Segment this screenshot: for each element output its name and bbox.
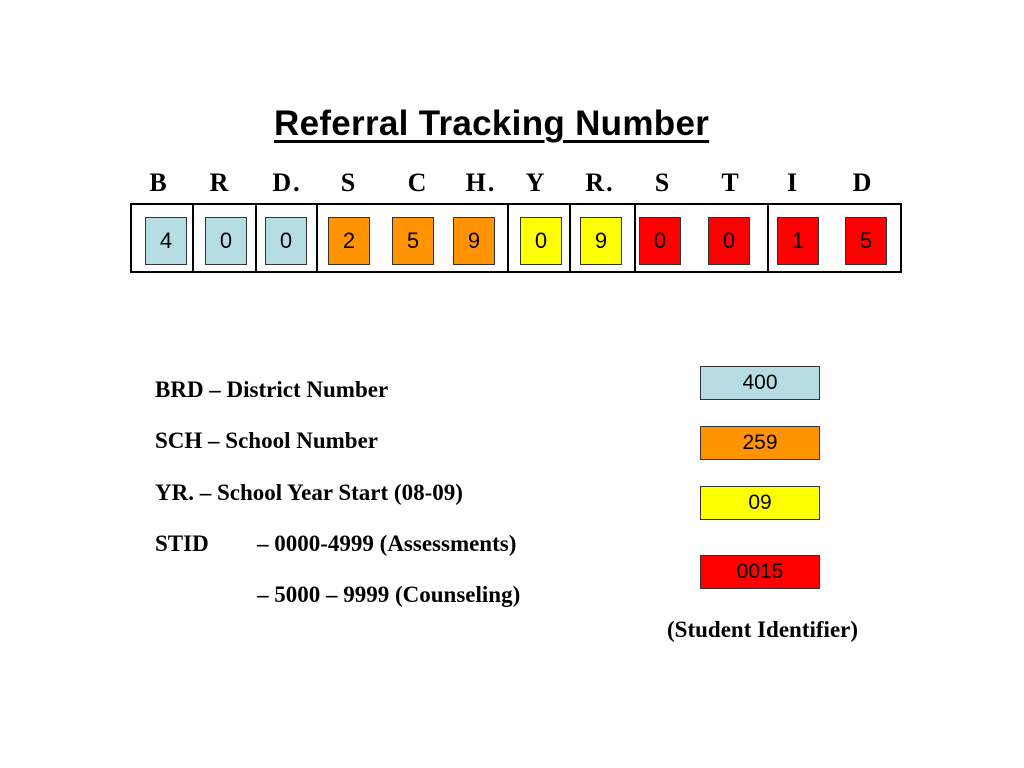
field-label: R. bbox=[585, 168, 615, 197]
digit-box: 2 bbox=[328, 217, 370, 265]
student-identifier-note: (Student Identifier) bbox=[667, 617, 859, 642]
row-divider bbox=[767, 205, 769, 271]
row-divider bbox=[316, 205, 318, 271]
summary-stid-box: 0015 bbox=[700, 555, 820, 589]
legend-stid-line1: – 0000-4999 (Assessments) bbox=[257, 531, 517, 556]
field-label: D bbox=[852, 168, 874, 197]
legend-yr: YR. – School Year Start (08-09) bbox=[155, 480, 463, 505]
summary-sch-box: 259 bbox=[700, 426, 820, 460]
field-label: I bbox=[786, 168, 800, 197]
row-divider bbox=[507, 205, 509, 271]
tracking-number-row bbox=[130, 203, 902, 273]
legend-stid-label: STID bbox=[155, 531, 209, 556]
field-label: R bbox=[209, 168, 231, 197]
digit-box: 5 bbox=[392, 217, 434, 265]
row-divider bbox=[255, 205, 257, 271]
summary-yr-box: 09 bbox=[700, 486, 820, 520]
field-label: S bbox=[340, 168, 358, 197]
digit-box: 9 bbox=[453, 217, 495, 265]
field-label: D. bbox=[272, 168, 302, 197]
field-label: B bbox=[149, 168, 169, 197]
row-divider bbox=[634, 205, 636, 271]
digit-box: 9 bbox=[580, 217, 622, 265]
row-divider bbox=[192, 205, 194, 271]
field-label-row bbox=[0, 168, 1024, 198]
digit-box: 0 bbox=[205, 217, 247, 265]
digit-box: 0 bbox=[708, 217, 750, 265]
digit-box: 0 bbox=[639, 217, 681, 265]
digit-box: 4 bbox=[145, 217, 187, 265]
field-label: S bbox=[654, 168, 672, 197]
summary-brd-box: 400 bbox=[700, 366, 820, 400]
field-label: H. bbox=[465, 168, 497, 197]
legend-brd: BRD – District Number bbox=[155, 377, 389, 402]
legend-sch: SCH – School Number bbox=[155, 428, 378, 453]
digit-box: 5 bbox=[845, 217, 887, 265]
field-label: Y bbox=[525, 168, 547, 197]
field-label: C bbox=[407, 168, 429, 197]
digit-box: 0 bbox=[265, 217, 307, 265]
page-title: Referral Tracking Number bbox=[274, 104, 710, 143]
digit-box: 1 bbox=[777, 217, 819, 265]
row-divider bbox=[569, 205, 571, 271]
field-label: T bbox=[721, 168, 741, 197]
digit-box: 0 bbox=[520, 217, 562, 265]
legend-stid-line2: – 5000 – 9999 (Counseling) bbox=[257, 582, 521, 607]
